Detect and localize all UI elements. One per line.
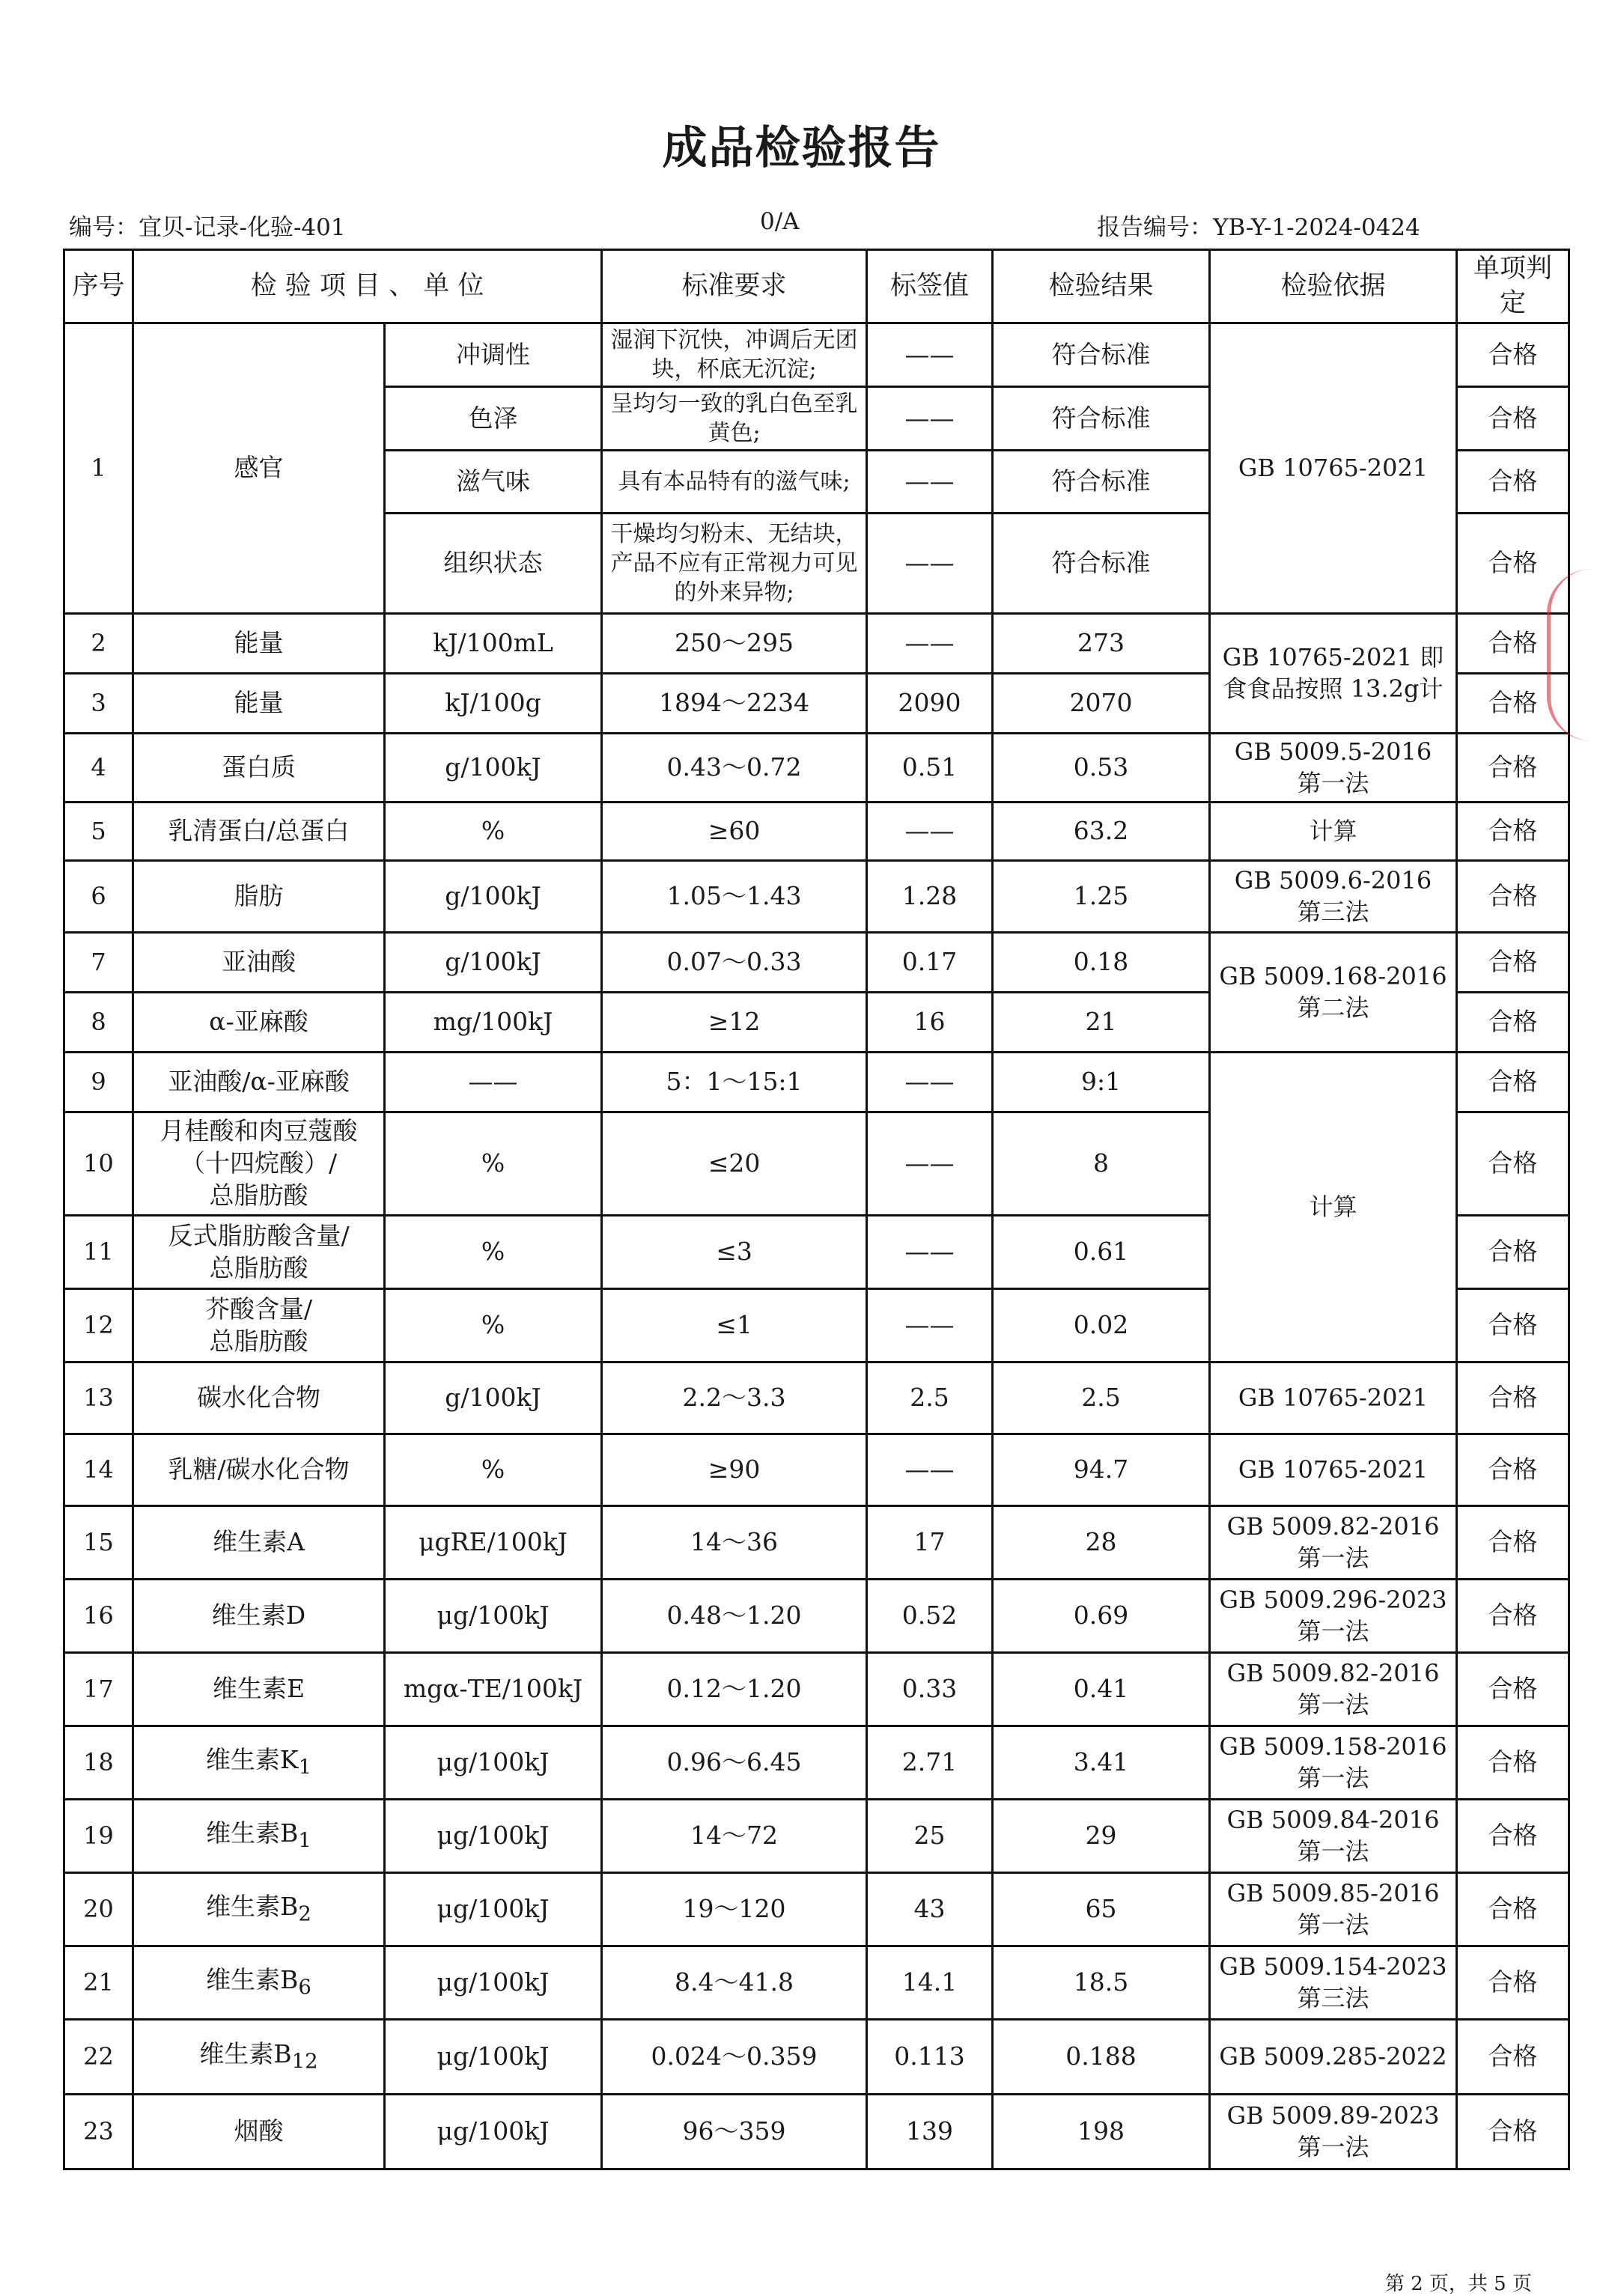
row-result: 2070 xyxy=(993,674,1210,734)
row-verdict: 合格 xyxy=(1457,1362,1569,1434)
row-label-value: —— xyxy=(867,451,993,514)
table-row xyxy=(64,1506,1569,1580)
row-standard: 呈均匀一致的乳白色至乳黄色; xyxy=(602,387,867,451)
table-row xyxy=(64,803,1569,861)
row-seq: 9 xyxy=(64,1053,133,1112)
row-label-value: 0.17 xyxy=(867,933,993,993)
document-version: 0/A xyxy=(760,208,800,235)
row-label-value: 25 xyxy=(867,1800,993,1873)
document-code: 编号：宜贝-记录-化验-401 xyxy=(69,214,346,241)
basis-standard: GB 5009.296-2023 xyxy=(1219,1585,1447,1614)
row-unit: g/100kJ xyxy=(385,933,602,993)
basis-standard: GB 5009.154-2023 xyxy=(1219,1952,1447,1981)
row-seq: 8 xyxy=(64,993,133,1053)
row-label-value: —— xyxy=(867,1289,993,1362)
table-header-row xyxy=(64,250,1569,323)
basis-method: 第一法 xyxy=(1297,1763,1369,1792)
row-label-value: 0.51 xyxy=(867,734,993,803)
row-verdict: 合格 xyxy=(1457,1289,1569,1362)
row-verdict: 合格 xyxy=(1457,734,1569,803)
table-row xyxy=(64,1800,1569,1873)
row-result: 8 xyxy=(993,1112,1210,1216)
row-result: 29 xyxy=(993,1800,1210,1873)
basis-method: 第三法 xyxy=(1297,897,1369,926)
basis-standard: GB 5009.82-2016 xyxy=(1226,1658,1440,1687)
item-name-subscript: 6 xyxy=(298,1975,311,2000)
row-item-name: 乳糖/碳水化合物 xyxy=(133,1434,385,1506)
row-standard: 5：1～15:1 xyxy=(602,1053,867,1112)
row-basis xyxy=(1210,2095,1457,2169)
col-header-result: 检验结果 xyxy=(993,250,1210,323)
row-label-value: 2.71 xyxy=(867,1726,993,1800)
item-name-text: 维生素B xyxy=(206,1818,299,1848)
basis-method: 第一法 xyxy=(1297,768,1369,797)
row-verdict: 合格 xyxy=(1457,1216,1569,1289)
row-seq: 19 xyxy=(64,1800,133,1873)
table-row xyxy=(64,1434,1569,1506)
row-item-name: 能量 xyxy=(133,614,385,674)
basis-method: 第一法 xyxy=(1297,1543,1369,1572)
row-basis xyxy=(1210,1506,1457,1580)
item-name-subscript: 2 xyxy=(298,1901,311,1926)
row-standard: 1894～2234 xyxy=(602,674,867,734)
row-item-name: 维生素E xyxy=(133,1653,385,1726)
basis-method: 第一法 xyxy=(1297,1836,1369,1866)
row-sub-item: 组织状态 xyxy=(385,514,602,614)
row-unit: μg/100kJ xyxy=(385,1800,602,1873)
row-standard: 0.43～0.72 xyxy=(602,734,867,803)
table-row xyxy=(64,1362,1569,1434)
row-unit: μg/100kJ xyxy=(385,1873,602,1946)
row-verdict: 合格 xyxy=(1457,514,1569,614)
row-seq: 12 xyxy=(64,1289,133,1362)
item-name-text: 维生素B xyxy=(206,1891,299,1921)
row-item-name xyxy=(133,1800,385,1873)
item-name-text: 维生素B xyxy=(199,2038,292,2068)
row-unit: g/100kJ xyxy=(385,734,602,803)
item-name-line: 反式脂肪酸含量/ xyxy=(168,1220,350,1250)
row-verdict: 合格 xyxy=(1457,1112,1569,1216)
row-unit: % xyxy=(385,1289,602,1362)
row-result: 0.61 xyxy=(993,1216,1210,1289)
row-standard: ≥90 xyxy=(602,1434,867,1506)
row-item-name xyxy=(133,1946,385,2020)
row-unit: g/100kJ xyxy=(385,861,602,933)
row-item-name: 维生素A xyxy=(133,1506,385,1580)
row-standard: ≤3 xyxy=(602,1216,867,1289)
basis-standard: GB 5009.6-2016 xyxy=(1234,865,1432,895)
row-seq: 3 xyxy=(64,674,133,734)
row-verdict: 合格 xyxy=(1457,387,1569,451)
row-standard: 湿润下沉快，冲调后无团块，杯底无沉淀; xyxy=(602,323,867,387)
row-seq: 5 xyxy=(64,803,133,861)
row-basis: GB 10765-2021 xyxy=(1210,1362,1457,1434)
basis-method: 第一法 xyxy=(1297,1616,1369,1645)
row-standard: 具有本品特有的滋气味; xyxy=(602,451,867,514)
basis-standard: GB 5009.82-2016 xyxy=(1226,1511,1440,1541)
row-result: 0.188 xyxy=(993,2020,1210,2095)
row-seq: 21 xyxy=(64,1946,133,2020)
row-unit: kJ/100g xyxy=(385,674,602,734)
row-item-name: 烟酸 xyxy=(133,2095,385,2169)
row-result: 65 xyxy=(993,1873,1210,1946)
row-verdict: 合格 xyxy=(1457,451,1569,514)
basis-standard: GB 5009.85-2016 xyxy=(1226,1878,1440,1907)
item-name-subscript: 12 xyxy=(291,2049,318,2074)
row-item-name: 蛋白质 xyxy=(133,734,385,803)
table-row xyxy=(64,1726,1569,1800)
row-unit: mg/100kJ xyxy=(385,993,602,1053)
col-header-standard: 标准要求 xyxy=(602,250,867,323)
basis-standard: GB 5009.84-2016 xyxy=(1226,1805,1440,1834)
row-basis xyxy=(1210,933,1457,1053)
table-row xyxy=(64,1580,1569,1653)
col-header-seq: 序号 xyxy=(64,250,133,323)
row-seq: 20 xyxy=(64,1873,133,1946)
row-basis xyxy=(1210,1653,1457,1726)
col-header-basis: 检验依据 xyxy=(1210,250,1457,323)
item-name-line: 总脂肪酸 xyxy=(209,1326,308,1356)
page-number: 第 2 页，共 5 页 xyxy=(1384,2273,1532,2295)
row-sub-item: 滋气味 xyxy=(385,451,602,514)
row-label-value: —— xyxy=(867,1112,993,1216)
row-item-name: α-亚麻酸 xyxy=(133,993,385,1053)
basis-standard: GB 5009.5-2016 xyxy=(1234,737,1432,766)
row-result: 0.18 xyxy=(993,933,1210,993)
row-label-value: —— xyxy=(867,1216,993,1289)
item-name-line: 总脂肪酸 xyxy=(209,1252,308,1282)
row-item-name xyxy=(133,1873,385,1946)
row-verdict: 合格 xyxy=(1457,1873,1569,1946)
table-row xyxy=(64,933,1569,993)
row-standard: 96～359 xyxy=(602,2095,867,2169)
row-verdict: 合格 xyxy=(1457,1653,1569,1726)
row-verdict: 合格 xyxy=(1457,1800,1569,1873)
row-sub-item: 冲调性 xyxy=(385,323,602,387)
row-seq: 11 xyxy=(64,1216,133,1289)
item-name-line: 芥酸含量/ xyxy=(204,1294,313,1324)
row-verdict: 合格 xyxy=(1457,803,1569,861)
row-label-value: —— xyxy=(867,323,993,387)
table-row xyxy=(64,614,1569,674)
row-verdict: 合格 xyxy=(1457,2020,1569,2095)
row-item-name xyxy=(133,2020,385,2095)
row-result: 0.53 xyxy=(993,734,1210,803)
row-label-value: —— xyxy=(867,803,993,861)
row-result: 63.2 xyxy=(993,803,1210,861)
row-unit: % xyxy=(385,1112,602,1216)
row-unit: g/100kJ xyxy=(385,1362,602,1434)
row-unit: μg/100kJ xyxy=(385,2095,602,2169)
item-name-line: （十四烷酸）/ xyxy=(180,1148,338,1178)
row-item-name: 亚油酸 xyxy=(133,933,385,993)
row-unit: μgRE/100kJ xyxy=(385,1506,602,1580)
row-verdict: 合格 xyxy=(1457,614,1569,674)
row-result: 2.5 xyxy=(993,1362,1210,1434)
row-basis: GB 10765-2021 即食食品按照 13.2g计 xyxy=(1210,614,1457,734)
row-result: 符合标准 xyxy=(993,451,1210,514)
row-result: 0.41 xyxy=(993,1653,1210,1726)
row-label-value: 2090 xyxy=(867,674,993,734)
row-result: 273 xyxy=(993,614,1210,674)
col-header-verdict: 单项判定 xyxy=(1457,250,1569,323)
table-row xyxy=(64,861,1569,933)
row-verdict: 合格 xyxy=(1457,1580,1569,1653)
row-basis xyxy=(1210,1580,1457,1653)
row-label-value: —— xyxy=(867,1434,993,1506)
row-verdict: 合格 xyxy=(1457,861,1569,933)
col-header-item: 检 验 项 目 、 单 位 xyxy=(133,250,602,323)
row-unit: % xyxy=(385,803,602,861)
row-result: 28 xyxy=(993,1506,1210,1580)
row-result: 符合标准 xyxy=(993,323,1210,387)
row-item-name xyxy=(133,1726,385,1800)
row-seq: 17 xyxy=(64,1653,133,1726)
item-name-subscript: 1 xyxy=(298,1828,311,1853)
row-item-name xyxy=(133,1289,385,1362)
row-result: 1.25 xyxy=(993,861,1210,933)
row-label-value: —— xyxy=(867,514,993,614)
row-standard: 250～295 xyxy=(602,614,867,674)
inspection-table xyxy=(63,249,1570,2170)
table-row xyxy=(64,1653,1569,1726)
row-seq: 4 xyxy=(64,734,133,803)
row-unit: μg/100kJ xyxy=(385,2020,602,2095)
row-seq: 18 xyxy=(64,1726,133,1800)
row-label-value: 2.5 xyxy=(867,1362,993,1434)
row-standard: 19～120 xyxy=(602,1873,867,1946)
row-item-name: 亚油酸/α-亚麻酸 xyxy=(133,1053,385,1112)
row-seq: 10 xyxy=(64,1112,133,1216)
row-seq: 15 xyxy=(64,1506,133,1580)
row-label-value: 139 xyxy=(867,2095,993,2169)
row-standard: 1.05～1.43 xyxy=(602,861,867,933)
row-standard: ≥12 xyxy=(602,993,867,1053)
report-number: 报告编号：YB-Y-1-2024-0424 xyxy=(1097,214,1420,241)
row-basis xyxy=(1210,1946,1457,2020)
row-standard: 0.07～0.33 xyxy=(602,933,867,993)
row-label-value: —— xyxy=(867,1053,993,1112)
row-result: 21 xyxy=(993,993,1210,1053)
row-basis xyxy=(1210,734,1457,803)
basis-method: 第一法 xyxy=(1297,1910,1369,1939)
row-unit: mgα-TE/100kJ xyxy=(385,1653,602,1726)
row-verdict: 合格 xyxy=(1457,933,1569,993)
row-verdict: 合格 xyxy=(1457,993,1569,1053)
row-unit: μg/100kJ xyxy=(385,1580,602,1653)
row-standard: 14～36 xyxy=(602,1506,867,1580)
row-item-name xyxy=(133,1216,385,1289)
row-unit: % xyxy=(385,1216,602,1289)
row-unit: kJ/100mL xyxy=(385,614,602,674)
row-standard: 2.2～3.3 xyxy=(602,1362,867,1434)
row-unit: % xyxy=(385,1434,602,1506)
basis-method: 第二法 xyxy=(1297,993,1369,1022)
row-verdict: 合格 xyxy=(1457,2095,1569,2169)
basis-standard: GB 5009.89-2023 xyxy=(1226,2101,1440,2130)
row-seq: 22 xyxy=(64,2020,133,2095)
row-basis: 计算 xyxy=(1210,1053,1457,1362)
row-item-name: 维生素D xyxy=(133,1580,385,1653)
row-item-name: 脂肪 xyxy=(133,861,385,933)
row-result: 符合标准 xyxy=(993,387,1210,451)
table-row xyxy=(64,323,1569,387)
row-basis xyxy=(1210,1726,1457,1800)
row-unit: μg/100kJ xyxy=(385,1946,602,2020)
row-item-name: 碳水化合物 xyxy=(133,1362,385,1434)
row-verdict: 合格 xyxy=(1457,1726,1569,1800)
item-name-subscript: 1 xyxy=(298,1755,312,1779)
item-name-line: 总脂肪酸 xyxy=(209,1180,308,1210)
row-label-value: —— xyxy=(867,614,993,674)
basis-method: 第一法 xyxy=(1297,1690,1369,1719)
row-seq: 13 xyxy=(64,1362,133,1434)
table-row xyxy=(64,1873,1569,1946)
table-row xyxy=(64,1946,1569,2020)
row-standard: 干燥均匀粉末、无结块，产品不应有正常视力可见的外来异物; xyxy=(602,514,867,614)
row-standard: 0.96～6.45 xyxy=(602,1726,867,1800)
item-name-text: 维生素K xyxy=(205,1744,299,1774)
row-seq: 14 xyxy=(64,1434,133,1506)
row-seq: 23 xyxy=(64,2095,133,2169)
row-result: 符合标准 xyxy=(993,514,1210,614)
row-label-value: 0.52 xyxy=(867,1580,993,1653)
row-verdict: 合格 xyxy=(1457,674,1569,734)
row-label-value: 17 xyxy=(867,1506,993,1580)
row-verdict: 合格 xyxy=(1457,1434,1569,1506)
row-standard: 8.4～41.8 xyxy=(602,1946,867,2020)
row-result: 3.41 xyxy=(993,1726,1210,1800)
row-seq: 6 xyxy=(64,861,133,933)
row-result: 18.5 xyxy=(993,1946,1210,2020)
row-item-name: 乳清蛋白/总蛋白 xyxy=(133,803,385,861)
table-row xyxy=(64,734,1569,803)
row-basis: GB 10765-2021 xyxy=(1210,323,1457,614)
row-basis: GB 10765-2021 xyxy=(1210,1434,1457,1506)
row-basis xyxy=(1210,861,1457,933)
row-label-value: 43 xyxy=(867,1873,993,1946)
row-label-value: 1.28 xyxy=(867,861,993,933)
row-label-value: 16 xyxy=(867,993,993,1053)
table-row xyxy=(64,2095,1569,2169)
row-result: 198 xyxy=(993,2095,1210,2169)
row-verdict: 合格 xyxy=(1457,1053,1569,1112)
row-standard: ≤1 xyxy=(602,1289,867,1362)
row-label-value: 14.1 xyxy=(867,1946,993,2020)
basis-standard: GB 5009.168-2016 xyxy=(1219,961,1447,990)
table-row xyxy=(64,1053,1569,1112)
row-standard: 0.024～0.359 xyxy=(602,2020,867,2095)
row-standard: 14～72 xyxy=(602,1800,867,1873)
row-label-value: 0.113 xyxy=(867,2020,993,2095)
basis-standard: GB 5009.158-2016 xyxy=(1219,1732,1447,1761)
table-row xyxy=(64,2020,1569,2095)
row-verdict: 合格 xyxy=(1457,1506,1569,1580)
row-seq: 2 xyxy=(64,614,133,674)
row-result: 0.69 xyxy=(993,1580,1210,1653)
row-standard: 0.48～1.20 xyxy=(602,1580,867,1653)
red-seal-stamp xyxy=(1547,569,1603,741)
row-verdict: 合格 xyxy=(1457,323,1569,387)
row-result: 9:1 xyxy=(993,1053,1210,1112)
row-verdict: 合格 xyxy=(1457,1946,1569,2020)
row-standard: ≤20 xyxy=(602,1112,867,1216)
report-title: 成品检验报告 xyxy=(662,122,941,174)
row-unit: μg/100kJ xyxy=(385,1726,602,1800)
row-result: 94.7 xyxy=(993,1434,1210,1506)
basis-method: 第一法 xyxy=(1297,2132,1369,2161)
row-result: 0.02 xyxy=(993,1289,1210,1362)
item-name-text: 维生素B xyxy=(206,1964,299,1994)
row-label-value: —— xyxy=(867,387,993,451)
row-seq: 16 xyxy=(64,1580,133,1653)
row-basis: GB 5009.285-2022 xyxy=(1210,2020,1457,2095)
col-header-label-value: 标签值 xyxy=(867,250,993,323)
row-standard: ≥60 xyxy=(602,803,867,861)
basis-method: 第三法 xyxy=(1297,1983,1369,2012)
row-item-name: 能量 xyxy=(133,674,385,734)
row-basis xyxy=(1210,1873,1457,1946)
item-name-line: 月桂酸和肉豆蔻酸 xyxy=(159,1116,358,1146)
row-item-name xyxy=(133,1112,385,1216)
row-seq: 1 xyxy=(64,323,133,614)
row-item-name: 感官 xyxy=(133,323,385,614)
row-seq: 7 xyxy=(64,933,133,993)
row-basis: 计算 xyxy=(1210,803,1457,861)
row-label-value: 0.33 xyxy=(867,1653,993,1726)
row-sub-item: 色泽 xyxy=(385,387,602,451)
row-basis xyxy=(1210,1800,1457,1873)
row-unit: —— xyxy=(385,1053,602,1112)
row-standard: 0.12～1.20 xyxy=(602,1653,867,1726)
